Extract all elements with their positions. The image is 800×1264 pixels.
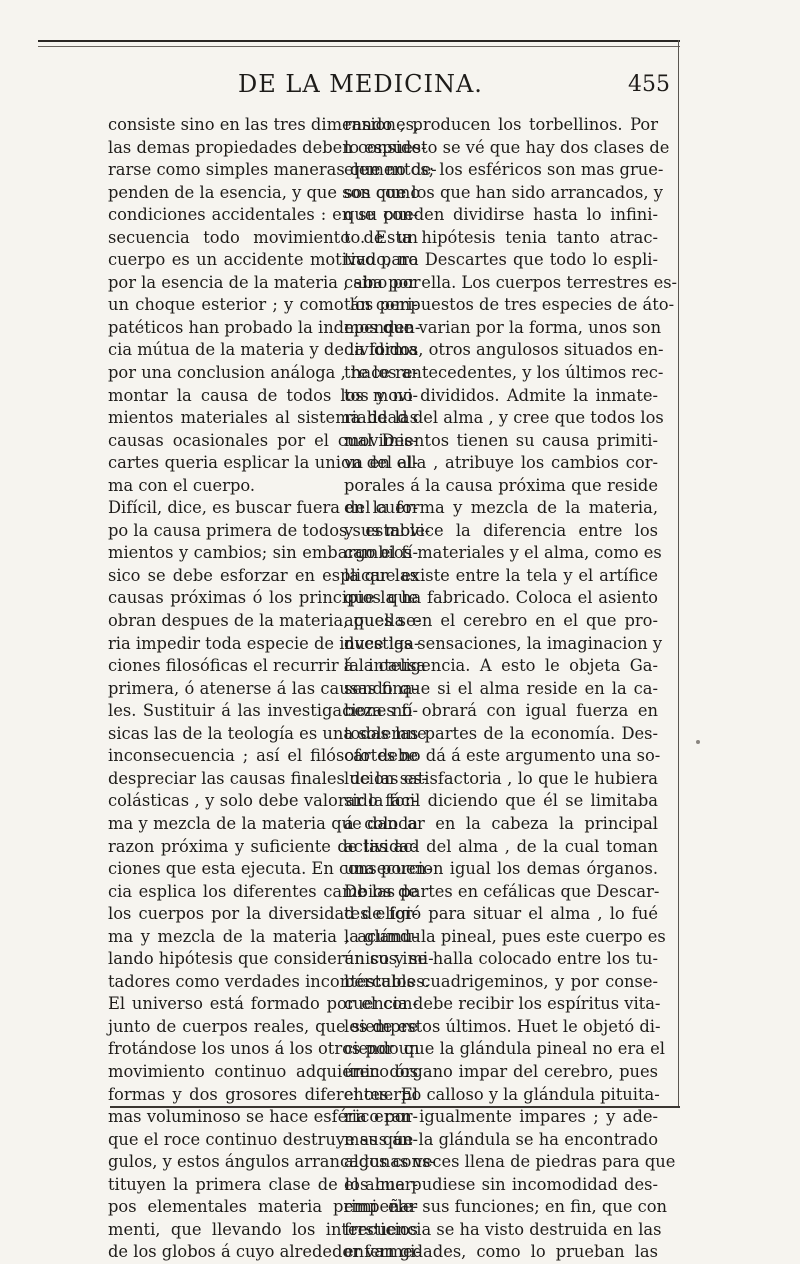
text-line: despreciar las causas finales de las es-: [108, 768, 428, 788]
text-line: por una conclusion análoga , hace re-: [108, 363, 418, 383]
text-line: De las partes en cefálicas que Descar-: [344, 881, 660, 901]
right-border-rule: [678, 40, 679, 1106]
text-line: sido fácil diciendo que él se limitaba: [344, 791, 658, 811]
text-line: consiste sino en las tres dimensiones,: [108, 115, 420, 134]
text-line: sico se debe esforzar en esplicar las: [108, 565, 418, 585]
text-line: sicas las de la teología es una solemne: [108, 723, 427, 743]
text-line: ma y mezcla de la materia que dan la: [108, 813, 418, 833]
text-line: razon próxima y suficiente de las ac-: [108, 836, 418, 856]
text-line: tos y no divididos. Admite la inmate-: [344, 385, 658, 405]
text-line: cia esplica los diferentes cambios de: [108, 881, 418, 901]
running-head: DE LA MEDICINA.: [238, 70, 483, 98]
text-line: les. Sustituir á las investigaciones fí-: [108, 701, 418, 721]
text-line: rarse como simples maneras que no de-: [108, 160, 437, 180]
text-line: po la causa primera de todos sus movi-: [108, 520, 431, 540]
text-line: cuerpo es un accidente motivado, no: [108, 250, 418, 270]
text-line: la que existe entre la tela y el artífice: [344, 565, 658, 585]
top-border-rule-thin: [38, 46, 680, 47]
text-line: único órgano impar del cerebro, pues: [344, 1061, 658, 1081]
text-line: la inteligencia. A esto le objeta Ga-: [344, 656, 658, 676]
text-line: tre los antecedentes, y los últimos rec-: [344, 363, 664, 383]
text-line: á colocar en la cabeza la principal: [344, 813, 658, 833]
text-line: enfermedades, como lo prueban las: [344, 1242, 658, 1262]
text-line: las demas propiedades deben conside-: [108, 137, 427, 157]
text-line: ria impedir toda especie de investiga-: [108, 633, 420, 653]
text-line: formas y dos grosores diferentes. El: [108, 1084, 418, 1104]
text-line: mas que la glándula se ha encontrado: [344, 1129, 658, 1149]
text-line: caba por ella. Los cuerpos terrestres es-: [344, 272, 678, 292]
text-line: duce las sensaciones, la imaginacion y: [344, 633, 663, 653]
right-text-column: [344, 114, 678, 1264]
text-line: les de estos últimos. Huet le objetó di-: [344, 1016, 661, 1036]
text-line: ciones que esta ejecuta. En consecuen-: [108, 859, 432, 879]
text-line: aquella en el cerebro en el que pro-: [344, 611, 658, 631]
text-line: frecuencia se ha visto destruida en las: [344, 1219, 662, 1239]
page-header: [130, 70, 670, 100]
text-line: lando hipótesis que consideran sus imi-: [108, 949, 434, 969]
text-line: y establece la diferencia entre los: [344, 520, 658, 540]
text-line: cuencia debe recibir los espíritus vita-: [344, 994, 661, 1014]
text-line: cia mútua de la materia y de la forma: [108, 340, 419, 360]
text-line: que pueden dividirse hasta lo infini-: [344, 205, 658, 225]
text-line: movimiento continuo adquieren dos: [108, 1061, 418, 1081]
text-line: el cuerpo calloso y la glándula pituita-: [344, 1084, 660, 1104]
text-line: to. Esta hipótesis tenia tanto atrac-: [344, 227, 658, 247]
text-line: movimientos tienen su causa primiti-: [344, 430, 658, 450]
top-border-rule: [38, 40, 680, 42]
text-line: de los globos á cuyo alrededor van gi-: [108, 1242, 421, 1262]
text-line: ria eran igualmente impares ; y ade-: [344, 1107, 658, 1127]
text-line: lucion satisfactoria , lo que le hubiera: [344, 768, 658, 788]
text-line: los cuerpos por la diversidad de for-: [108, 904, 418, 924]
text-line: que la ha fabricado. Coloca el asiento: [344, 588, 658, 608]
text-line: único y se halla colocado entre los tu-: [344, 949, 658, 969]
text-line: ciones filosóficas el recurrir á la causa: [108, 656, 427, 676]
text-line: colásticas , y solo debe valorar la for-: [108, 791, 418, 811]
text-line: condiciones accidentales : en su con-: [108, 205, 418, 225]
text-line: divididos, otros angulosos situados en-: [344, 340, 664, 360]
text-line: cambios materiales y el alma, como es: [344, 543, 662, 563]
text-line: va en ella , atribuye los cambios cor-: [344, 453, 658, 473]
text-line: tivo para Descartes que todo lo espli-: [344, 250, 658, 270]
text-line: frotándose los unos á los otros por un: [108, 1039, 420, 1059]
text-line: algunas veces llena de piedras para que: [344, 1152, 676, 1172]
text-line: sendo que si el alma reside en la ca-: [344, 678, 658, 698]
text-line: mientos y cambios; sin embargo el fí-: [108, 543, 418, 563]
text-line: tadores como verdades incontestables.: [108, 971, 430, 991]
text-line: en la forma y mezcla de la materia,: [344, 498, 658, 518]
text-line: el alma pudiese sin incomodidad des-: [344, 1174, 658, 1194]
text-line: cartes no dá á este argumento una so-: [344, 746, 661, 766]
text-line: junto de cuerpos reales, que siempre: [108, 1016, 418, 1036]
text-line: sos que los que han sido arrancados, y: [344, 182, 663, 202]
text-line: inconsecuencia ; así el filósofo debe: [108, 746, 418, 766]
text-line: menti, que llevando los intersticios: [108, 1219, 418, 1239]
text-line: una porcion igual los demas órganos.: [344, 859, 658, 879]
text-line: que el roce continuo destruye sus án-: [108, 1129, 418, 1149]
text-line: ciendo que la glándula pineal no era el: [344, 1039, 665, 1059]
ink-speck: [696, 740, 700, 744]
text-line: actividad del alma , de la cual toman: [344, 836, 658, 856]
text-line: mos que varian por la forma, unos son: [344, 317, 662, 337]
text-line: secuencia todo movimiento de un: [108, 227, 418, 247]
text-line: mientos materiales al sistema de las: [108, 408, 418, 428]
text-line: primera, ó atenerse á las causas fina-: [108, 678, 418, 698]
text-line: por la esencia de la materia , sino por: [108, 272, 421, 292]
text-line: porales á la causa próxima que reside: [344, 475, 658, 495]
text-line: beza no obrará con igual fuerza en: [344, 701, 658, 721]
text-line: montar la causa de todos los movi-: [108, 385, 418, 405]
text-line: causas ocasionales por el cual Des-: [108, 430, 418, 450]
text-line: tán compuestos de tres especies de áto-: [344, 295, 675, 315]
text-line: la glándula pineal, pues este cuerpo es: [344, 926, 666, 946]
text-line: rialidad del alma , y cree que todos los: [344, 408, 664, 428]
text-line: Difícil, dice, es buscar fuera del cuer-: [108, 498, 419, 518]
text-line: pos elementales materia primi ele-: [108, 1197, 418, 1217]
page-number: 455: [628, 72, 670, 97]
text-line: tes eligió para situar el alma , lo fué: [344, 904, 658, 924]
text-line: cartes queria esplicar la union del al-: [108, 453, 418, 473]
text-line: penden de la esencia, y que son como: [108, 182, 421, 202]
text-line: obran despues de la materia, pues se-: [108, 611, 422, 631]
text-line: causas próximas ó los principios que: [108, 588, 418, 608]
text-line: mas voluminoso se hace esférico por-: [108, 1107, 418, 1127]
text-line: bérculos cuadrigeminos, y por conse-: [344, 971, 658, 991]
text-line: ma con el cuerpo.: [108, 475, 256, 495]
text-line: rando , producen los torbellinos. Por: [344, 115, 658, 134]
text-line: empeñar sus funciones; en fin, que con: [344, 1197, 668, 1217]
text-line: un choque esterior ; y como los peri-: [108, 295, 418, 315]
text-line: todas las partes de la economía. Des-: [344, 723, 658, 743]
text-line: ma y mezcla de la materia , acumu-: [108, 926, 418, 946]
text-line: El universo está formado por el con-: [108, 994, 418, 1014]
text-line: patéticos han probado la independen-: [108, 317, 421, 337]
text-line: lo espuesto se vé que hay dos clases de: [344, 137, 670, 157]
text-line: gulos, y estos ángulos arrancados cons-: [108, 1152, 436, 1172]
text-line: elementos; los esféricos son mas grue-: [344, 160, 664, 180]
text-line: tituyen la primera clase de los cuer-: [108, 1174, 418, 1194]
